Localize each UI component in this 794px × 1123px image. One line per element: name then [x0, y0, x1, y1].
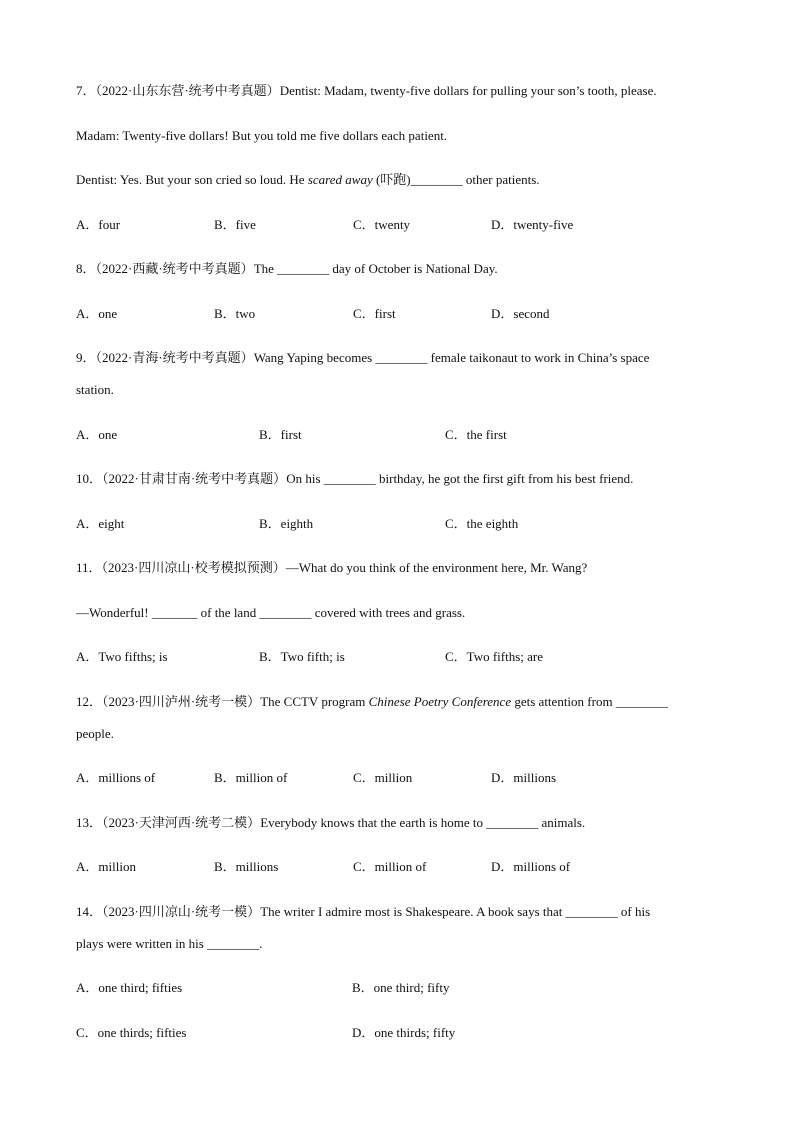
option-a[interactable]: A．one third; fifties [76, 980, 183, 995]
question-10 [76, 468, 716, 513]
question-10-options [76, 513, 716, 558]
question-text: Wang Yaping becomes [253, 350, 376, 365]
question-text: —What do you think of the environment here, Mr. Wang? [285, 560, 588, 575]
question-text: birthday, he got the first gift from his best friend. [375, 471, 634, 486]
option-b[interactable]: B．eighth [259, 515, 314, 531]
question-9-options [76, 424, 716, 469]
question-9 [76, 347, 716, 379]
answer-blank: ________ [486, 814, 539, 830]
option-a[interactable]: A．millions of [76, 770, 156, 785]
question-source: （2023·四川凉山·校考模拟预测） [101, 560, 286, 575]
question-12 [76, 691, 716, 723]
answer-blank: ________ [565, 903, 618, 919]
question-8 [76, 258, 716, 303]
question-7-line-3 [76, 169, 716, 214]
option-c[interactable]: C．one thirds; fifties [76, 1024, 187, 1040]
question-text: Madam: Twenty-five dollars! But you told me five dollars each patient. [76, 127, 448, 143]
question-text: Dentist: Madam, twenty-five dollars for pulling your son’s tooth, please. [279, 83, 657, 98]
question-text: station. [76, 382, 114, 397]
question-text: The [253, 261, 278, 276]
question-9-line-2 [76, 379, 716, 424]
question-text: female taikonaut to work in China’s space [427, 350, 650, 365]
option-a[interactable]: A．Two fifths; is [76, 649, 168, 664]
question-14-options-row-2 [76, 1022, 716, 1067]
question-sheet [76, 80, 716, 1066]
question-7 [76, 80, 716, 125]
question-source: （2022·青海·统考中考真题） [95, 350, 254, 365]
option-b[interactable]: B．two [214, 305, 256, 321]
question-source: （2022·甘肃甘南·统考中考真题） [102, 471, 287, 486]
option-c[interactable]: C．million [353, 770, 413, 785]
question-text: animals. [538, 814, 586, 830]
option-b[interactable]: B．one third; fifty [352, 980, 450, 995]
option-b[interactable]: B．million of [214, 770, 288, 785]
option-a[interactable]: A．eight [76, 515, 125, 531]
question-text: The writer I admire most is Shakespeare. A book says that [260, 903, 566, 919]
option-b[interactable]: B．millions [214, 859, 279, 874]
question-text: covered with trees and grass. [311, 604, 466, 620]
option-b[interactable]: B．Two fifth; is [259, 649, 345, 664]
question-text: people. [76, 725, 114, 741]
question-text: —Wonderful! [76, 604, 152, 620]
question-text: plays were written in his [76, 935, 208, 951]
question-11 [76, 557, 716, 602]
question-number: 7． [76, 83, 96, 98]
question-source: （2023·天津河西·统考二模） [102, 814, 261, 830]
question-number: 13． [76, 814, 103, 830]
program-title: Chinese Poetry Conference [368, 693, 512, 709]
question-number: 8． [76, 261, 96, 276]
question-13-options [76, 856, 716, 901]
question-text: gets attention from [511, 693, 616, 709]
option-b[interactable]: B．first [259, 426, 302, 442]
gloss: (吓跑) [372, 172, 411, 187]
option-c[interactable]: C．Two fifths; are [445, 649, 544, 664]
option-c[interactable]: C．twenty [353, 216, 411, 232]
question-14 [76, 901, 716, 933]
question-8-options [76, 303, 716, 348]
question-text: of his [617, 903, 651, 919]
option-a[interactable]: A．four [76, 216, 121, 232]
question-text: day of October is National Day. [329, 261, 498, 276]
option-c[interactable]: C．the first [445, 426, 507, 442]
option-a[interactable]: A．million [76, 859, 136, 874]
answer-blank: ________ [259, 604, 312, 620]
question-number: 12． [76, 693, 103, 709]
option-a[interactable]: A．one [76, 305, 118, 321]
question-text: Everybody knows that the earth is home to [260, 814, 487, 830]
question-number: 14． [76, 903, 103, 919]
question-source: （2022·西藏·统考中考真题） [95, 261, 254, 276]
question-14-options-row-1 [76, 977, 716, 1022]
italic-term: scared away [307, 172, 373, 187]
option-b[interactable]: B．five [214, 216, 256, 232]
question-number: 10． [76, 471, 103, 486]
option-a[interactable]: A．one [76, 426, 118, 442]
question-text: of the land [197, 604, 260, 620]
question-13 [76, 812, 716, 857]
question-12-options [76, 767, 716, 812]
question-source: （2023·四川凉山·统考一模） [102, 903, 261, 919]
question-14-line-2 [76, 933, 716, 978]
question-text: . [259, 935, 263, 951]
question-text: The CCTV program [260, 693, 369, 709]
option-d[interactable]: D．one thirds; fifty [352, 1024, 456, 1040]
answer-blank: ________ [615, 693, 668, 709]
question-text: On his [286, 471, 324, 486]
question-number: 11． [76, 560, 102, 575]
question-11-line-2 [76, 602, 716, 647]
option-c[interactable]: C．the eighth [445, 515, 519, 531]
answer-blank: ________ [375, 350, 428, 365]
option-d[interactable]: D．millions of [491, 859, 571, 874]
answer-blank: ________ [207, 935, 260, 951]
option-d[interactable]: D．second [491, 305, 550, 321]
question-11-options [76, 646, 716, 691]
question-12-line-2 [76, 723, 716, 768]
question-7-options [76, 214, 716, 259]
question-number: 9． [76, 350, 96, 365]
option-d[interactable]: D．twenty-five [491, 216, 574, 232]
answer-blank: ________ [277, 261, 330, 276]
answer-blank: ________ [323, 471, 376, 486]
question-source: （2023·四川泸州·统考一模） [102, 693, 261, 709]
question-7-line-2 [76, 125, 716, 170]
question-text: other patients. [462, 172, 540, 187]
answer-blank: _______ [151, 604, 198, 620]
option-c[interactable]: C．million of [353, 859, 427, 874]
answer-blank: ________ [410, 172, 463, 187]
option-c[interactable]: C．first [353, 305, 396, 321]
question-source: （2022·山东东营·统考中考真题） [95, 83, 280, 98]
option-d[interactable]: D．millions [491, 770, 557, 785]
question-text: Dentist: Yes. But your son cried so loud. He [76, 172, 308, 187]
